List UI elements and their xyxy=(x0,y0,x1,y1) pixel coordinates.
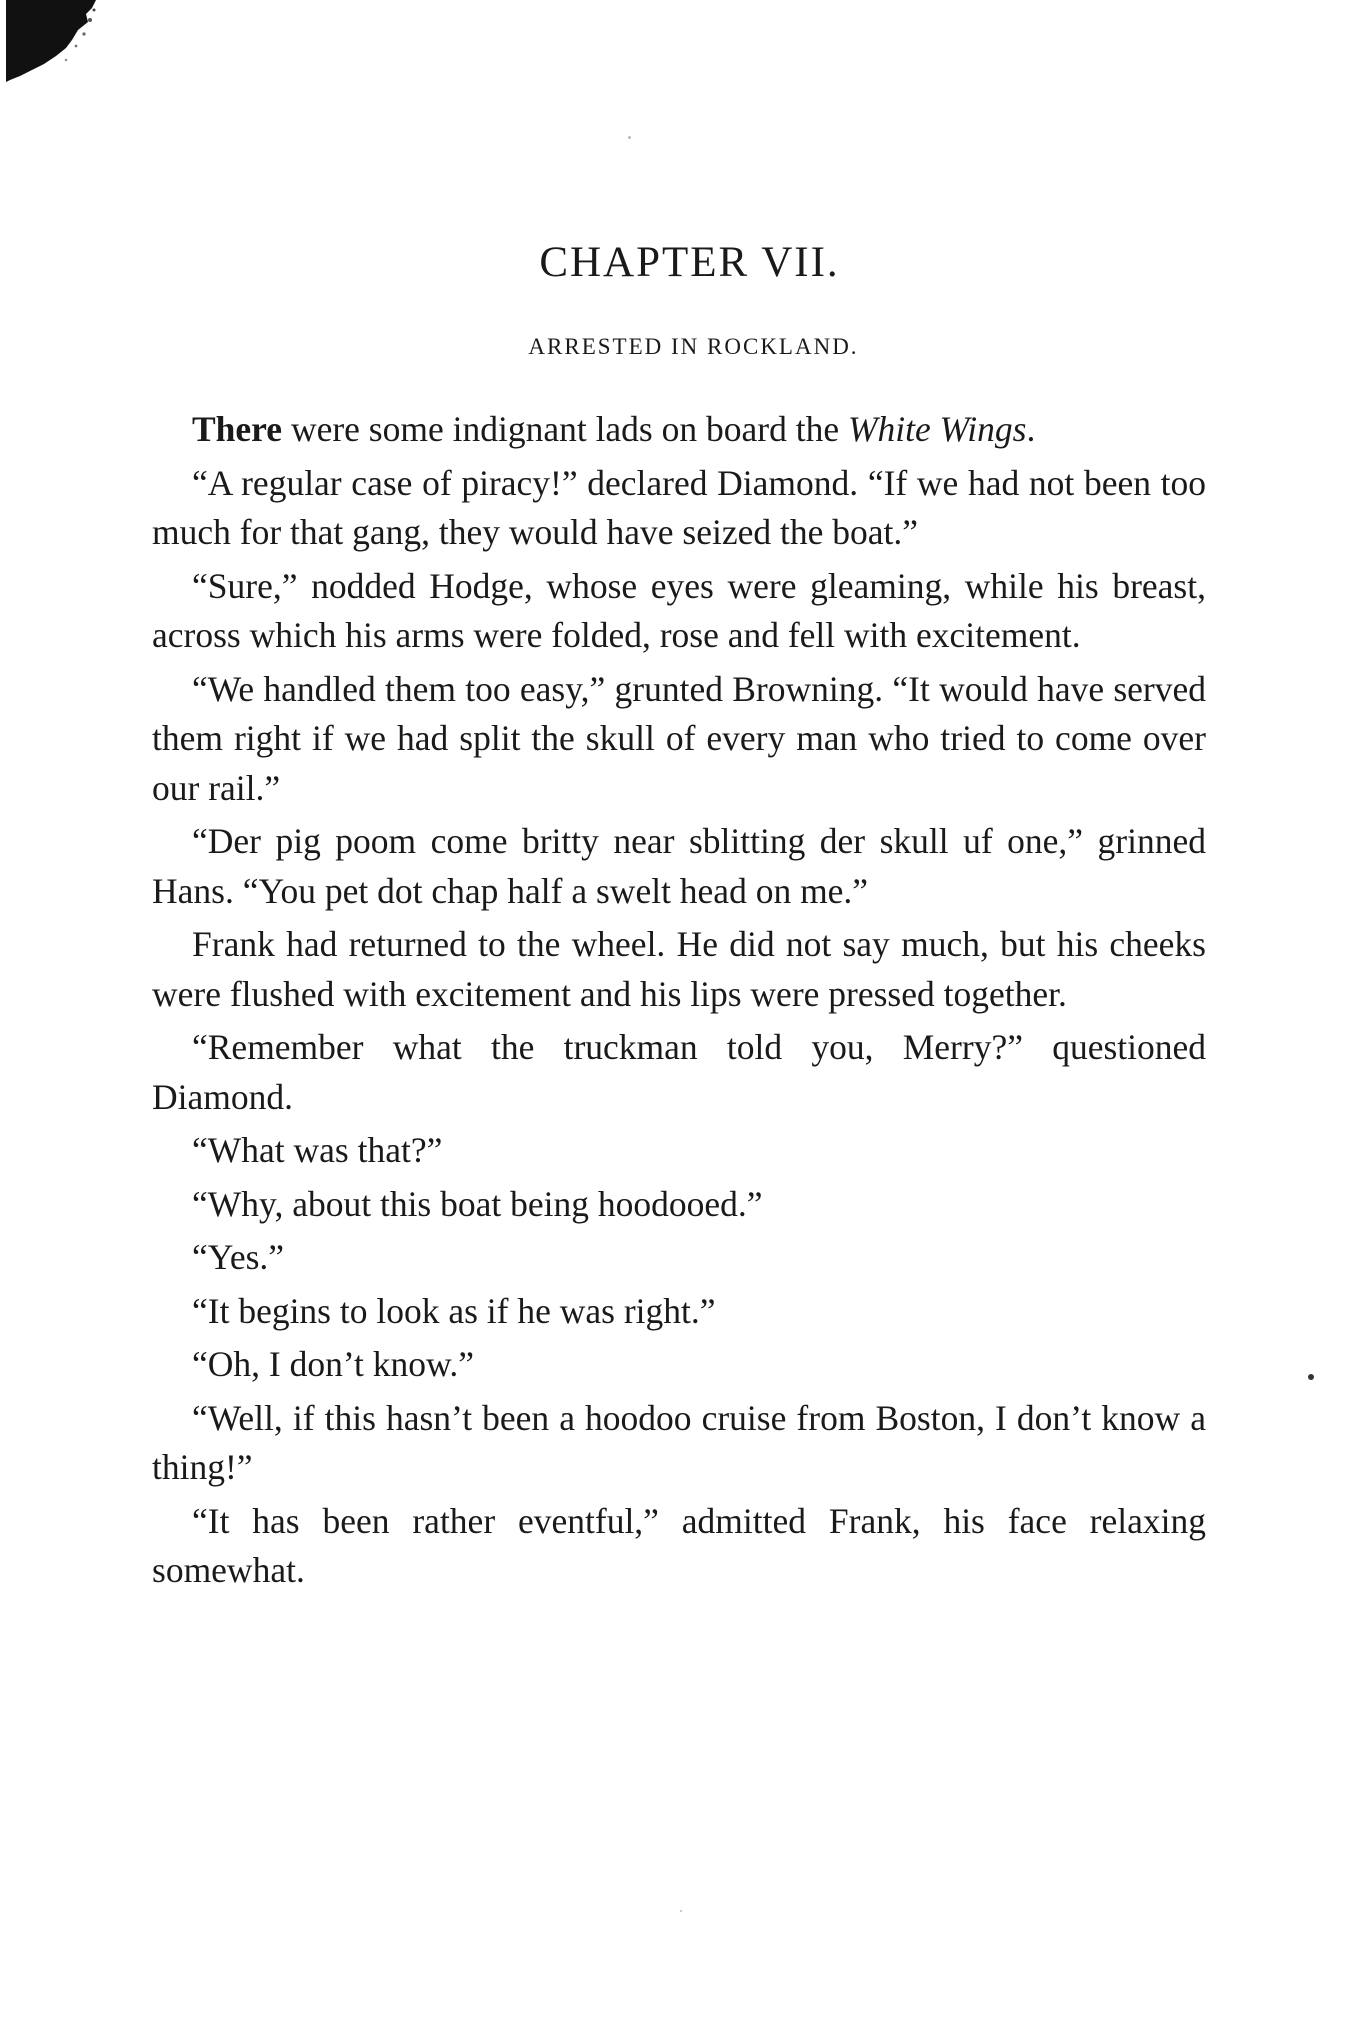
paragraph: “Yes.” xyxy=(192,1237,285,1277)
paragraph: “A regular case of piracy!” declared Diamond. “If we had not been too much for that gang, they would have seized the boat.” xyxy=(152,462,1206,552)
paper-speck xyxy=(628,136,631,139)
chapter-subtitle: ARRESTED IN ROCKLAND. xyxy=(528,334,859,359)
paragraph: “Why, about this boat being hoodooed.” xyxy=(192,1183,763,1224)
paragraph: “Oh, I don’t know.” xyxy=(192,1344,474,1384)
paragraph: “What was that?” xyxy=(192,1130,443,1170)
opening-word: There xyxy=(192,409,283,449)
paragraph: “Well, if this hasn’t been a hoodoo cruise from Boston, I don’t know a thing!” xyxy=(152,1397,1206,1487)
paragraph: Frank had returned to the wheel. He did not say much, but his cheeks were flushed with excitement and his lips were pressed together. xyxy=(152,924,1206,1014)
paragraph: “We handled them too easy,” grunted Browning. “It would have served them right if we had split the skull of every man who tried to come over our rail.” xyxy=(152,668,1206,808)
paper-speck xyxy=(680,1910,682,1912)
paragraph xyxy=(152,405,1206,455)
chapter-heading: CHAPTER VII. xyxy=(539,239,840,286)
boat-name: White Wings xyxy=(847,409,1027,449)
paragraph-text: were some indignant lads on board the xyxy=(282,409,848,449)
chapter-body xyxy=(152,405,1206,1600)
paragraph: “It has been rather eventful,” admitted Frank, his face relaxing somewhat. xyxy=(152,1500,1206,1590)
paragraph: “Remember what the truckman told you, Merry?” questioned Diamond. xyxy=(152,1027,1206,1117)
ink-smudge-mark xyxy=(6,0,98,82)
paragraph: “Der pig poom come britty near sblitting der skull uf one,” grinned Hans. “You pet dot chap half a swelt head on me.” xyxy=(152,821,1206,911)
paragraph: “Sure,” nodded Hodge, whose eyes were gleaming, while his breast, across which his arms were folded, rose and fell with excitement. xyxy=(152,565,1206,655)
paragraph: “It begins to look as if he was right.” xyxy=(192,1290,716,1331)
paper-speck xyxy=(1308,1374,1314,1380)
paragraph-tail: . xyxy=(1026,409,1036,449)
